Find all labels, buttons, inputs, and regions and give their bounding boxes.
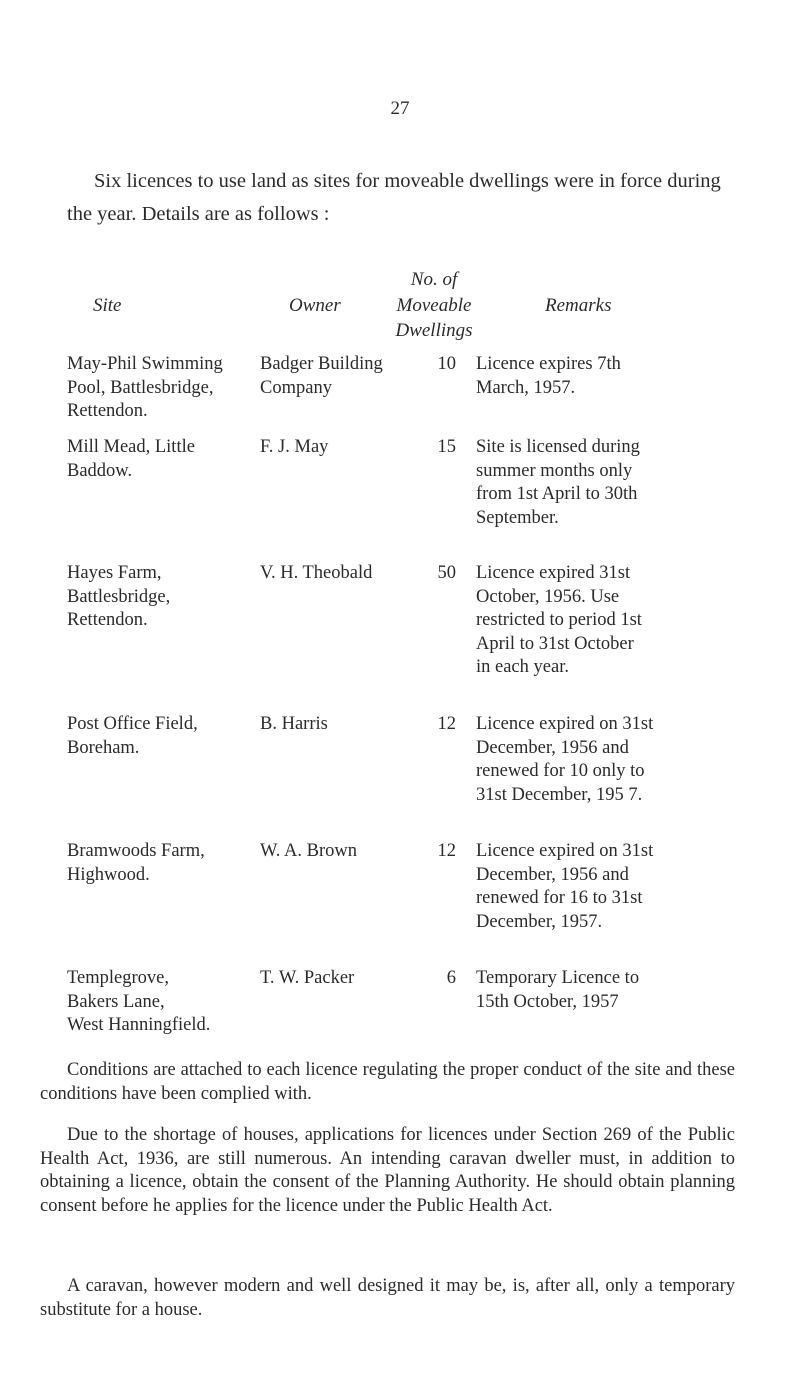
- intro-paragraph: Six licences to use land as sites for moveable dwellings were in force during the year. Details are as follows :: [67, 170, 721, 225]
- header-count-line2: Moveable: [396, 295, 472, 316]
- row-remarks: Site is licensed during summer months only from 1st April to 30th September.: [476, 437, 640, 528]
- caravan-paragraph: A caravan, however modern and well designed it may be, is, after all, only a temporary substitute for a house.: [40, 1276, 735, 1320]
- header-site: Site: [93, 295, 122, 316]
- shortage-paragraph: Due to the shortage of houses, applications for licences under Section 269 of the Public Health Act, 1936, are still numerous. An intending caravan dweller must, in addition to obtaining a licence, obtain the consent of the Planning Authority. He should obtain planning consent before he applies for the licence under the Public Health Act.: [40, 1125, 735, 1216]
- row-remarks: Licence expired on 31st December, 1956 and renewed for 10 only to 31st December, 195 7.: [476, 714, 654, 805]
- row-site: Post Office Field, Boreham.: [67, 714, 198, 758]
- row-site: Bramwoods Farm, Highwood.: [67, 841, 205, 885]
- row-owner: B. Harris: [260, 714, 328, 734]
- header-count-line3: Dwellings: [395, 320, 473, 341]
- conditions-paragraph: Conditions are attached to each licence regulating the proper conduct of the site and these conditions have been complied with.: [40, 1060, 735, 1104]
- row-count: 50: [437, 563, 456, 583]
- row-remarks: Licence expires 7th March, 1957.: [476, 354, 621, 398]
- row-count: 12: [437, 714, 456, 734]
- page-number: 27: [390, 98, 410, 119]
- row-owner: Badger Building Company: [260, 354, 383, 398]
- row-owner: V. H. Theobald: [260, 563, 373, 583]
- row-site: Hayes Farm, Battlesbridge, Rettendon.: [67, 563, 171, 630]
- row-owner: W. A. Brown: [260, 841, 357, 861]
- row-site: May-Phil Swimming Pool, Battlesbridge, Rettendon.: [67, 354, 223, 421]
- row-count: 15: [437, 437, 456, 457]
- row-owner: T. W. Packer: [260, 968, 355, 988]
- row-site: Mill Mead, Little Baddow.: [67, 437, 195, 481]
- row-remarks: Licence expired on 31st December, 1956 and renewed for 16 to 31st December, 1957.: [476, 841, 654, 932]
- row-owner: F. J. May: [260, 437, 329, 457]
- row-count: 10: [437, 354, 456, 374]
- row-remarks: Temporary Licence to 15th October, 1957: [476, 968, 640, 1012]
- header-owner: Owner: [289, 295, 341, 316]
- row-remarks: Licence expired 31st October, 1956. Use restricted to period 1st April to 31st October in each year.: [476, 563, 642, 677]
- row-site: Templegrove, Bakers Lane, West Hanningfield.: [67, 968, 211, 1035]
- header-count-line1: No. of: [410, 269, 458, 290]
- row-count: 6: [446, 968, 456, 988]
- row-count: 12: [437, 841, 456, 861]
- header-remarks: Remarks: [545, 295, 612, 316]
